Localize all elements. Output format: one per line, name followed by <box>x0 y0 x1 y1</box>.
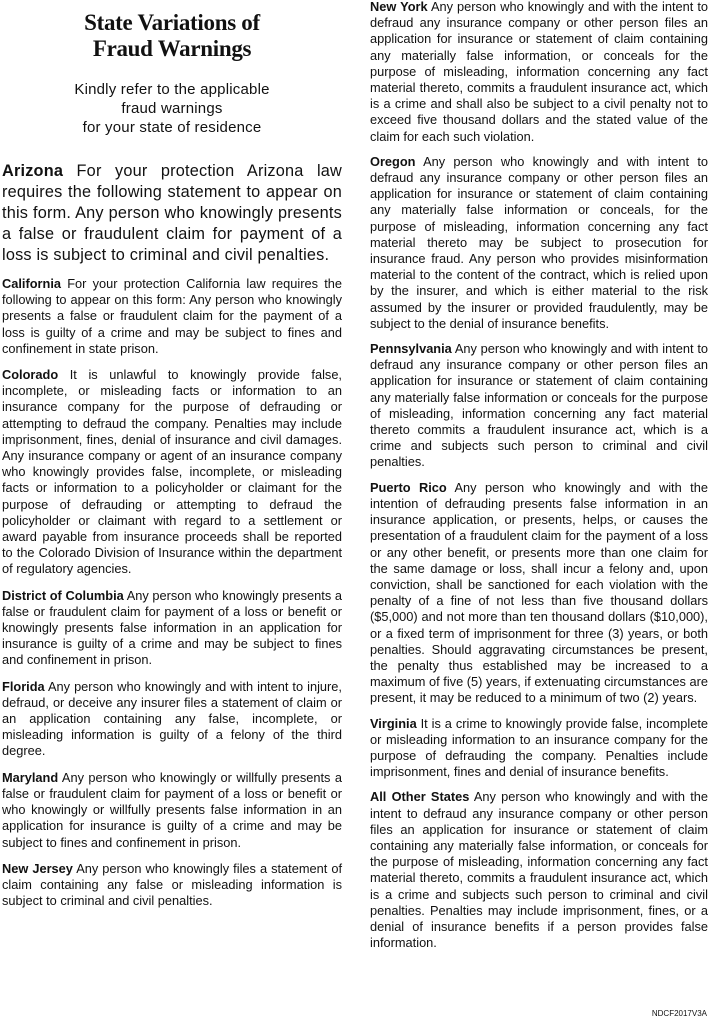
left-column <box>2 0 342 909</box>
warning-oregon <box>370 154 708 332</box>
warning-text: Any person who knowingly and with intent to injure, defraud, or deceive any insurer files a statement of claim or an application containing any false, incomplete, or misleading information is guilty of a felony of the third degree. <box>2 678 342 759</box>
state-name: Puerto Rico <box>370 479 447 495</box>
warning-text: It is a crime to knowingly provide false, incomplete or misleading information to an insurance company for the purpose of defrauding the company. Penalties include imprisonment, fines and denial of insurance benefits. <box>370 715 708 780</box>
intro-line-3: for your state of residence <box>82 119 262 136</box>
warning-florida <box>2 679 342 760</box>
warning-puerto-rico <box>370 480 708 707</box>
document-title <box>2 10 342 62</box>
state-name: All Other States <box>370 789 470 805</box>
warning-virginia <box>370 716 708 781</box>
warning-text: Any person who knowingly and with the intent to defraud any insurance company or other person files an application for insurance or statement of claim containing any materially false information, or conceals for the purpose of misleading, information concerning any fact material thereto, commits a fraudulent insurance act, which is a crime and subjects such person to criminal and civil penalties. Penalties may include imprisonment, fines, or a denial of insurance benefits if a person provides false information. <box>370 789 708 951</box>
warning-all-other-states <box>370 789 708 951</box>
warning-california <box>2 276 342 357</box>
warning-pennsylvania <box>370 341 708 471</box>
state-name: Maryland <box>2 769 59 785</box>
warning-text: It is unlawful to knowingly provide false, incomplete, or misleading facts or information to an insurance company for the purpose of defrauding or attempting to defraud the company. Penalties may include imprisonment, fines, denial of insurance and civil damages. Any insurance company or agent of an insurance company who knowingly provides false, incomplete, or misleading facts or information to a policyholder or claimant for the purpose of defrauding or attempting to defraud the policyholder or claimant with regard to a settlement or award payable from insurance proceeds shall be reported to the Colorado Division of Insurance within the department of regulatory agencies. <box>2 367 342 577</box>
warning-new-york <box>370 0 708 145</box>
warning-colorado <box>2 367 342 578</box>
warning-arizona <box>2 161 342 266</box>
state-name: Virginia <box>370 715 417 731</box>
warning-text: Any person who knowingly and with intent to defraud any insurance company or other person files an application for insurance or statement of claim containing any materially false information or conceals for the purpose of misleading, information concerning any fact material thereto commits a fraudulent insurance act, which is a crime and subjects such person to criminal and civil penalties. <box>370 341 708 470</box>
state-name: Florida <box>2 678 45 694</box>
warning-text: Any person who knowingly or willfully presents a false or fraudulent claim for payment of a loss or benefit or who knowingly or willfully presents false information in an application for insurance is guilty of a crime and may be subject to fines and confinement in prison. <box>2 769 342 850</box>
warning-text: Any person who knowingly and with the intention of defrauding presents false information in an insurance application, or presents, helps, or causes the presentation of a fraudulent claim for the payment of a loss or any other benefit, or presents more than one claim for the same damage or loss, shall incur a felony and, upon conviction, shall be sanctioned for each violation with the penalty of a fine of not less than five thousand dollars ($5,000) and not more than ten thousand dollars ($10,000), or a fixed term of imprisonment for three (3) years, or both penalties. Should aggravating circumstances be present, the penalty thus established may be increased to a maximum of five (5) years, if extenuating circumstances are present, it may be reduced to a minimum of two (2) years. <box>370 479 708 706</box>
state-name: California <box>2 276 62 291</box>
state-name: Pennsylvania <box>370 341 452 357</box>
state-name: New York <box>370 0 428 14</box>
intro-line-1: Kindly refer to the applicable <box>74 81 270 98</box>
title-line-2: Fraud Warnings <box>92 36 252 61</box>
state-name-arizona: Arizona <box>2 162 64 180</box>
form-code: NDCF2017V3A <box>651 1009 707 1018</box>
state-name: Oregon <box>370 153 416 169</box>
state-name: New Jersey <box>2 860 73 876</box>
warning-text: Any person who knowingly presents a false or fraudulent claim for payment of a loss or benefit or knowingly presents false information in an application for insurance is guilty of a crime and may be subject to fines and confinement in prison. <box>2 587 342 668</box>
right-column <box>370 0 708 951</box>
warning-maryland <box>2 770 342 851</box>
warning-text: Any person who knowingly and with intent to defraud any insurance company or other person files an application for insurance or statement of claim containing any materially false information or conceals, for the purpose of misleading, information concerning any fact material thereto may be subject to prosecution for insurance fraud. Any person who provides misinformation material to the content of the contract, which is relied upon by the insurer, and which is either material to the risk assumed by the insurer or provided fraudulently, may be subject to the denial of insurance benefits. <box>370 153 708 331</box>
state-name: District of Columbia <box>2 587 124 603</box>
warning-text: Any person who knowingly files a statement of claim containing any false or misleading information is subject to criminal and civil penalties. <box>2 860 342 909</box>
warning-district-of-columbia <box>2 588 342 669</box>
warning-text-arizona: For your protection Arizona law requires the following statement to appear on this form. Any person who knowingly presents a false or fraudulent claim for payment of a loss is subject to criminal and civil penalties. <box>2 162 342 264</box>
intro-text <box>2 80 342 137</box>
warning-text: For your protection California law requires the following to appear on this form: Any person who knowingly presents a false or fraudulent claim for the payment of a loss is guilty of a crime and may be subject to fines and confinement in state prison. <box>2 276 342 356</box>
state-name: Colorado <box>2 367 59 383</box>
warning-text: Any person who knowingly and with the intent to defraud any insurance company or other person files an application for insurance or statement of claim containing any materially false information, or conceals for the purpose of misleading, information concerning any fact material thereto, commits a fraudulent insurance act, which is a crime and shall also be subject to a civil penalty not to exceed five thousand dollars and the stated value of the claim for each such violation. <box>370 0 708 144</box>
intro-line-2: fraud warnings <box>121 100 223 117</box>
warning-new-jersey <box>2 861 342 910</box>
title-line-1: State Variations of <box>84 10 260 35</box>
